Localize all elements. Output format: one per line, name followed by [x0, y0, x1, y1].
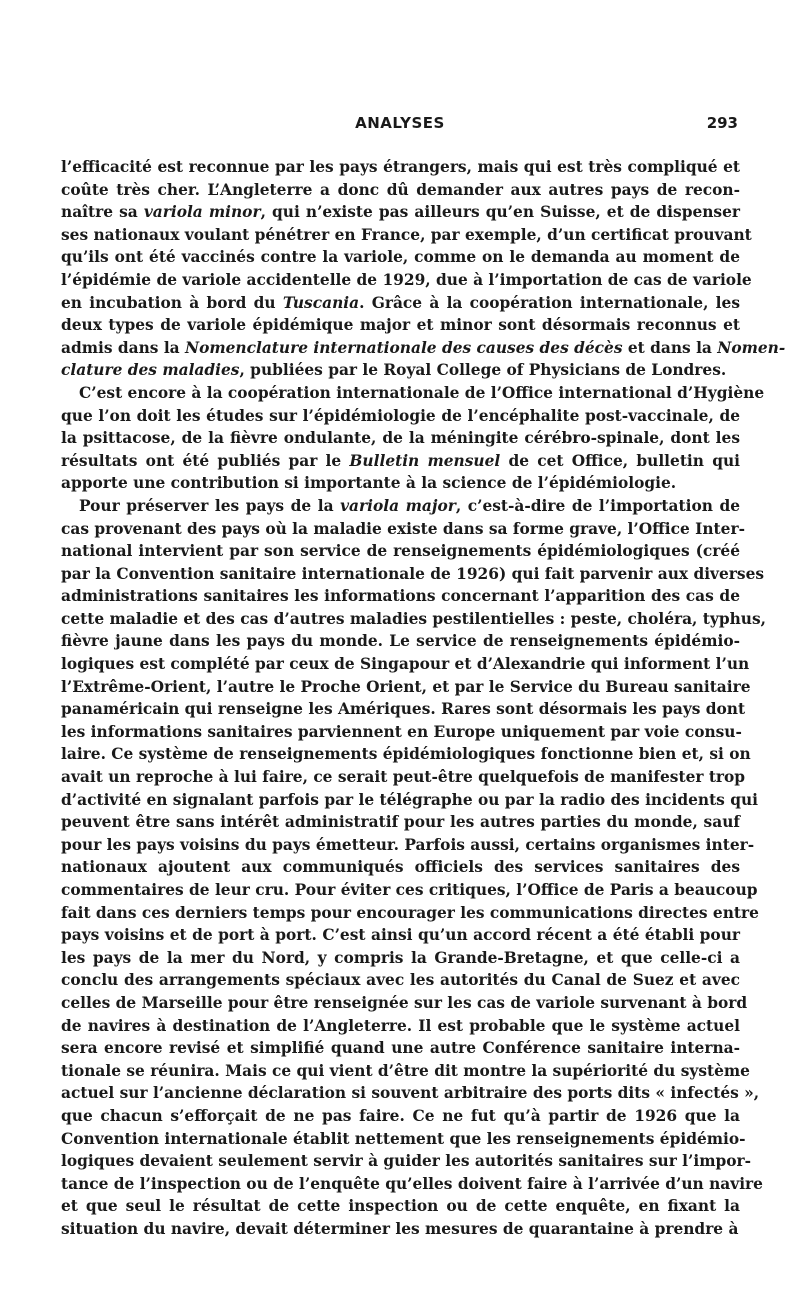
text-segment: que chacun s’efforçait de ne pas faire. Ce ne fut qu’à partir de 1926 que la	[61, 1106, 740, 1125]
text-line	[61, 969, 740, 992]
text-line	[61, 405, 740, 428]
text-segment: que l’on doit les études sur l’épidémiologie de l’encéphalite post-vaccinale, de	[61, 406, 740, 425]
text-line	[61, 766, 746, 789]
text-segment: coûte très cher. L’Angleterre a donc dû demander aux autres pays de recon-	[61, 180, 740, 199]
text-line	[61, 1015, 740, 1038]
text-line	[61, 269, 752, 292]
text-segment: apporte une contribution si importante à la science de l’épidémiologie.	[61, 474, 677, 493]
text-segment: nationaux ajoutent aux communiqués officiels des services sanitaires des	[61, 858, 740, 877]
text-segment: la psittacose, de la fièvre ondulante, de la méningite cérébro-spinale, dont les	[61, 429, 740, 448]
text-line	[61, 698, 746, 721]
text-segment: C’est encore à la coopération internationale de l’Office international d’Hygiène	[79, 383, 765, 402]
text-line	[61, 382, 765, 405]
text-line	[61, 811, 740, 834]
text-segment: d’activité en signalant parfois par le télégraphe ou par la radio des incidents qui	[61, 790, 759, 809]
text-segment: panaméricain qui renseigne les Amériques. Rares sont désormais les pays dont	[61, 700, 746, 719]
running-title: ANALYSES	[355, 114, 445, 132]
italic-text-segment: clature des maladies	[61, 361, 240, 380]
text-segment: celles de Marseille pour être renseignée sur les cas de variole survenant à bord	[61, 993, 748, 1012]
text-segment: en incubation à bord du	[61, 293, 283, 312]
text-line	[61, 902, 759, 925]
text-segment: laire. Ce système de renseignements épidémiologiques fonctionne bien et, si on	[61, 745, 751, 764]
text-line	[61, 653, 750, 676]
text-line	[61, 1150, 752, 1173]
italic-text-segment: Tuscania	[282, 293, 360, 312]
italic-text-segment: Nomen-	[717, 338, 786, 357]
text-line	[61, 1060, 750, 1083]
text-segment: deux types de variole épidémique major et minor sont désormais reconnus et	[61, 316, 740, 335]
text-segment: actuel sur l’ancienne déclaration si souvent arbitraire des ports dits « infectés »,	[61, 1084, 760, 1103]
text-line	[61, 450, 740, 473]
body-text	[61, 156, 786, 1241]
text-segment: de navires à destination de l’Angleterre. Il est probable que le système actuel	[61, 1016, 740, 1035]
page-number: 293	[706, 114, 738, 132]
text-line	[61, 201, 740, 224]
text-line	[61, 337, 786, 360]
text-segment: résultats ont été publiés par le	[61, 451, 350, 470]
text-segment: ses nationaux voulant pénétrer en France, par exemple, d’un certificat prouvant	[61, 225, 752, 244]
italic-text-segment: Bulletin mensuel	[349, 451, 501, 470]
text-line	[61, 834, 755, 857]
text-line	[61, 743, 751, 766]
text-line	[61, 540, 740, 563]
text-segment: et dans la	[622, 338, 718, 357]
text-segment: par la Convention sanitaire internationale de 1926) qui fait parvenir aux diverses	[61, 564, 765, 583]
text-segment: tance de l’inspection ou de l’enquête qu’elles doivent faire à l’arrivée d’un navire	[61, 1174, 763, 1193]
text-line	[61, 427, 740, 450]
text-segment: conclu des arrangements spéciaux avec les autorités du Canal de Suez et avec	[61, 971, 740, 990]
text-segment: et que seul le résultat de cette inspection ou de cette enquête, en fixant la	[61, 1197, 740, 1216]
text-segment: , publiées par le Royal College of Physicians de Londres.	[239, 361, 727, 380]
text-line	[61, 721, 740, 744]
italic-text-segment: Nomenclature internationale des causes des décès	[185, 338, 623, 357]
text-segment: admis dans la	[61, 338, 186, 357]
text-line	[61, 630, 740, 653]
text-segment: sera encore revisé et simplifié quand une autre Conférence sanitaire interna-	[61, 1039, 740, 1058]
text-segment: pour les pays voisins du pays émetteur. Parfois aussi, certains organismes inter-	[61, 835, 755, 854]
text-segment: l’épidémie de variole accidentelle de 1929, due à l’importation de cas de variole	[61, 270, 752, 289]
text-line	[61, 563, 765, 586]
text-segment: peuvent être sans intérêt administratif pour les autres parties du monde, sauf	[61, 813, 740, 832]
text-segment: fièvre jaune dans les pays du monde. Le service de renseignements épidémio-	[61, 632, 740, 651]
text-segment: avait un reproche à lui faire, ce serait peut-être quelquefois de manifester trop	[61, 768, 746, 787]
text-line	[61, 608, 766, 631]
text-line	[61, 495, 740, 518]
text-segment: , c’est-à-dire de l’importation de	[455, 496, 741, 515]
text-segment: l’efficacité est reconnue par les pays étrangers, mais qui est très compliqué et	[61, 158, 740, 176]
italic-text-segment: variola minor	[143, 203, 261, 222]
text-segment: Pour préserver les pays de la	[79, 496, 341, 515]
text-segment: , qui n’existe pas ailleurs qu’en Suisse, et de dispenser	[260, 203, 740, 222]
text-line	[61, 314, 740, 337]
running-header	[60, 114, 740, 138]
text-line	[61, 1082, 760, 1105]
text-line	[61, 1195, 740, 1218]
text-segment: logiques est complété par ceux de Singapour et d’Alexandrie qui informent l’un	[61, 655, 750, 674]
text-line	[61, 156, 740, 179]
text-segment: situation du navire, devait déterminer les mesures de quarantaine à prendre à	[61, 1219, 739, 1238]
text-line	[61, 947, 740, 970]
text-line	[61, 1037, 740, 1060]
text-segment: administrations sanitaires les informations concernant l’apparition des cas de	[61, 587, 740, 606]
text-segment: commentaires de leur cru. Pour éviter ces critiques, l’Office de Paris a beaucoup	[61, 881, 758, 899]
text-line	[61, 1105, 740, 1128]
text-segment: pays voisins et de port à port. C’est ainsi qu’un accord récent a été établi pour	[61, 926, 740, 945]
text-line	[61, 992, 748, 1015]
text-segment: cas provenant des pays où la maladie existe dans sa forme grave, l’Office Inter-	[61, 519, 745, 538]
text-line	[61, 789, 759, 812]
text-line	[61, 472, 740, 495]
text-segment: qu’ils ont été vaccinés contre la variole, comme on le demanda au moment de	[61, 248, 740, 267]
text-line	[61, 1218, 740, 1241]
text-line	[61, 924, 740, 947]
text-segment: cette maladie et des cas d’autres maladies pestilentielles : peste, choléra, typhus,	[61, 609, 766, 628]
text-segment: les informations sanitaires parviennent en Europe uniquement par voie consu-	[61, 722, 742, 741]
italic-text-segment: variola major	[340, 496, 456, 515]
text-line	[61, 1173, 763, 1196]
text-line	[61, 879, 758, 902]
text-segment: . Grâce à la coopération internationale, les	[359, 293, 740, 312]
text-line	[61, 856, 740, 879]
text-line	[61, 359, 740, 382]
text-line	[61, 224, 752, 247]
text-line	[61, 246, 740, 269]
text-line	[61, 676, 751, 699]
text-line	[61, 518, 745, 541]
text-segment: de cet Office, bulletin qui	[500, 451, 740, 470]
text-line	[61, 1128, 746, 1151]
text-segment: fait dans ces derniers temps pour encourager les communications directes entre	[61, 903, 759, 922]
text-segment: tionale se réunira. Mais ce qui vient d’être dit montre la supériorité du système	[61, 1061, 750, 1080]
text-segment: national intervient par son service de renseignements épidémiologiques (créé	[61, 542, 740, 561]
text-line	[61, 179, 740, 202]
text-segment: logiques devaient seulement servir à guider les autorités sanitaires sur l’impor-	[61, 1152, 752, 1171]
text-segment: les pays de la mer du Nord, y compris la Grande-Bretagne, et que celle-ci a	[61, 948, 740, 967]
text-segment: Convention internationale établit nettement que les renseignements épidémio-	[61, 1129, 746, 1148]
text-line	[61, 292, 740, 315]
text-segment: naître sa	[61, 203, 144, 222]
text-line	[61, 585, 740, 608]
text-segment: l’Extrême-Orient, l’autre le Proche Orient, et par le Service du Bureau sanitaire	[61, 677, 751, 696]
